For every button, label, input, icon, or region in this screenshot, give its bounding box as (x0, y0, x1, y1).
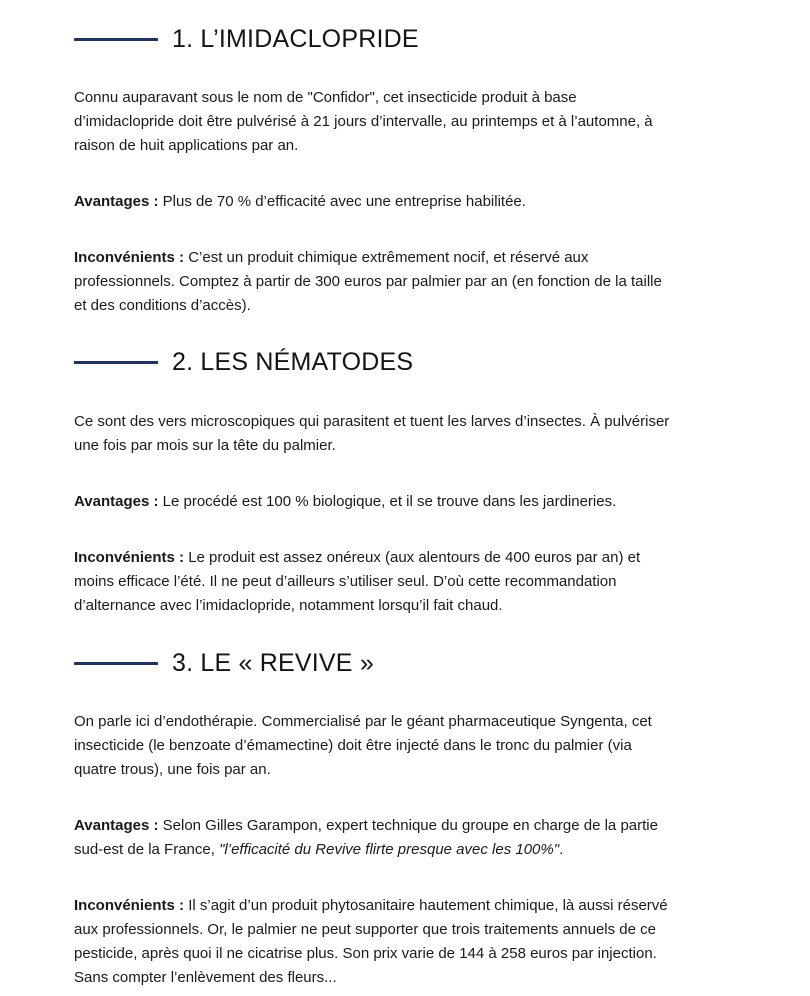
drawbacks-paragraph (74, 246, 674, 318)
section-intro: On parle ici d’endothérapie. Commercialisé par le géant pharmaceutique Syngenta, cet insecticide (le benzoate d’émamectine) doit être injecté dans le tronc du palmier (via quatre trous), une fois par an. (74, 713, 652, 778)
heading-rule (74, 361, 158, 364)
advantages-label: Avantages : (74, 193, 159, 210)
drawbacks-text: C’est un produit chimique extrêmement nocif, et réservé aux professionnels. Comptez à partir de 300 euros par palmier par an (en fonction de la taille et des conditions d’accès). (74, 249, 662, 314)
advantages-text: Selon Gilles Garampon, expert technique du groupe en charge de la partie sud-est de la France, (74, 817, 658, 858)
drawbacks-text: Il s’agit d’un produit phytosanitaire hautement chimique, là aussi réservé aux professionnels. Or, le palmier ne peut supporter que trois traitements annuels de ce pesticide, après quoi il ne cicatrise plus. Son prix varie de 144 à 258 euros par injection. Sans compter l’enlèvement des fleurs... (74, 897, 668, 986)
section-heading-2 (74, 342, 413, 382)
advantages-text: Le procédé est 100 % biologique, et il se trouve dans les jardineries. (158, 493, 617, 510)
advantages-label: Avantages : (74, 493, 159, 510)
section-title: 2. LES NÉMATODES (172, 347, 414, 376)
section-intro: Connu auparavant sous le nom de "Confidor", cet insecticide produit à base d’imidaclopride doit être pulvérisé à 21 jours d’intervalle, au printemps et à l’automne, à raison de huit applications par an. (74, 89, 653, 154)
expert-quote: "l’efficacité du Revive flirte presque avec les 100%" (219, 841, 560, 858)
advantages-text: Plus de 70 % d’efficacité avec une entreprise habilitée. (158, 193, 526, 210)
drawbacks-label: Inconvénients : (74, 897, 185, 914)
advantages-label: Avantages : (74, 817, 159, 834)
section-title: 1. L’IMIDACLOPRIDE (172, 24, 419, 53)
section-title: 3. LE « REVIVE » (172, 648, 374, 677)
heading-rule (74, 38, 158, 41)
advantages-end: . (559, 841, 564, 858)
advantages-paragraph (74, 190, 674, 214)
section-intro: Ce sont des vers microscopiques qui parasitent et tuent les larves d’insectes. À pulvériser une fois par mois sur la tête du palmier. (74, 413, 670, 454)
drawbacks-paragraph (74, 894, 679, 990)
heading-rule (74, 662, 158, 665)
drawbacks-text: Le produit est assez onéreux (aux alentours de 400 euros par an) et moins efficace l’été. Il ne peut d’ailleurs s’utiliser seul. D’où cette recommandation d’alternance avec l’imidaclopride, notamment lorsqu’il fait chaud. (74, 549, 641, 614)
section-heading-3 (74, 643, 374, 683)
drawbacks-label: Inconvénients : (74, 549, 185, 566)
drawbacks-paragraph (74, 546, 679, 618)
drawbacks-label: Inconvénients : (74, 249, 185, 266)
advantages-paragraph (74, 490, 674, 514)
advantages-paragraph (74, 814, 674, 862)
section-heading-1 (74, 19, 419, 59)
